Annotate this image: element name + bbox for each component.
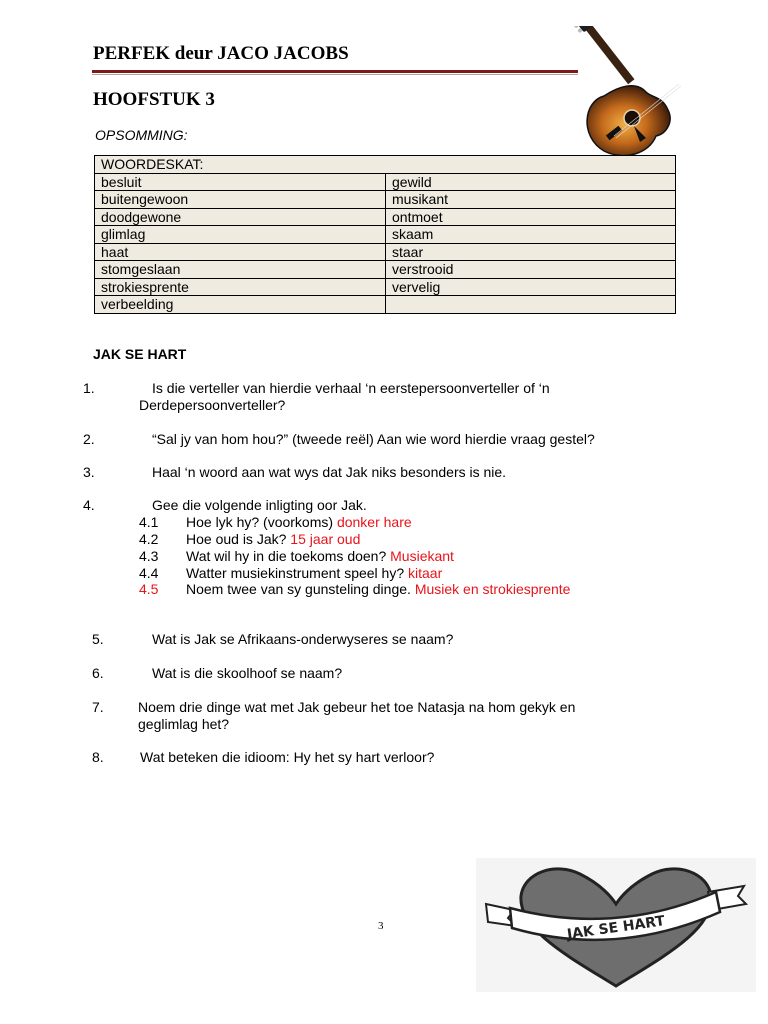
subquestion-number: 4.3 [139, 548, 159, 564]
question-text-continued: geglimlag het? [138, 716, 230, 732]
page-number: 3 [378, 920, 384, 932]
vocabulary-table [94, 155, 676, 314]
table-row [95, 173, 676, 191]
table-cell: besluit [95, 173, 386, 191]
title-rule [92, 70, 578, 73]
table-cell: strokiesprente [95, 278, 386, 296]
subquestion-number: 4.1 [139, 514, 159, 530]
question-number: 3. [83, 464, 95, 480]
answer-text: 15 jaar oud [290, 531, 361, 547]
question-text: Wat is Jak se Afrikaans-onderwyseres se naam? [152, 631, 454, 647]
question-4 [83, 497, 703, 514]
table-row [95, 156, 676, 174]
subquestion-text: Hoe lyk hy? (voorkoms) [186, 514, 334, 530]
question-text-continued: Derdepersoonverteller? [139, 397, 286, 413]
question-text: Wat is die skoolhoof se naam? [152, 665, 343, 681]
guitar-illustration [574, 26, 724, 161]
table-cell: glimlag [95, 226, 386, 244]
table-cell: haat [95, 243, 386, 261]
heart-banner-text: JAK SE HART [566, 913, 666, 943]
question-number: 7. [92, 699, 104, 715]
question-5 [92, 631, 692, 648]
table-cell: ontmoet [386, 208, 676, 226]
heart-banner-illustration [476, 858, 756, 992]
question-number: 4. [83, 497, 95, 513]
table-cell: buitengewoon [95, 191, 386, 209]
subquestion-text: Wat wil hy in die toekoms doen? [186, 548, 387, 564]
table-cell: stomgeslaan [95, 261, 386, 279]
answer-text: Musiekant [390, 548, 454, 564]
table-row [95, 208, 676, 226]
question-number: 8. [92, 749, 104, 765]
subquestion-text: Noem twee van sy gunsteling dinge. [186, 581, 411, 597]
chapter-heading: HOOFSTUK 3 [93, 89, 215, 110]
table-row [95, 296, 676, 314]
table-row [95, 191, 676, 209]
vocabulary-heading: WOORDESKAT: [95, 156, 676, 174]
subquestion-number: 4.2 [139, 531, 159, 547]
table-cell: musikant [386, 191, 676, 209]
subquestion-number: 4.4 [139, 565, 159, 581]
question-number: 5. [92, 631, 104, 647]
answer-text: Musiek en strokiesprente [414, 581, 571, 597]
question-text: Wat beteken die idioom: Hy het sy hart verloor? [140, 749, 435, 765]
question-text: Is die verteller van hierdie verhaal ‘n eerstepersoonverteller of ‘n [152, 380, 550, 396]
subquestion-text: Watter musiekinstrument speel hy? [186, 565, 405, 581]
table-cell: doodgewone [95, 208, 386, 226]
answer-text: kitaar [408, 565, 443, 581]
question-text: Haal ‘n woord aan wat wys dat Jak niks besonders is nie. [152, 464, 507, 480]
section-title: JAK SE HART [93, 346, 187, 362]
question-number: 6. [92, 665, 104, 681]
question-text: Gee die volgende inligting oor Jak. [152, 497, 367, 513]
question-number: 2. [83, 431, 95, 447]
table-cell: gewild [386, 173, 676, 191]
question-7 [92, 699, 692, 733]
question-1 [83, 380, 683, 414]
question-3 [83, 464, 703, 481]
question-text: Noem drie dinge wat met Jak gebeur het toe Natasja na hom gekyk en [138, 699, 576, 715]
question-number: 1. [83, 380, 95, 396]
table-cell: verbeelding [95, 296, 386, 314]
table-row [95, 278, 676, 296]
table-cell: vervelig [386, 278, 676, 296]
table-cell: verstrooid [386, 261, 676, 279]
document-title: PERFEK deur JACO JACOBS [93, 43, 349, 64]
question-8 [92, 749, 692, 766]
question-text: “Sal jy van hom hou?” (tweede reël) Aan wie word hierdie vraag gestel? [152, 431, 595, 447]
table-row [95, 226, 676, 244]
answer-text: donker hare [336, 514, 412, 530]
question-2 [83, 431, 703, 448]
table-row [95, 261, 676, 279]
table-row [95, 243, 676, 261]
table-cell: skaam [386, 226, 676, 244]
table-cell [386, 296, 676, 314]
subquestion-number: 4.5 [139, 581, 159, 597]
question-6 [92, 665, 692, 682]
table-cell: staar [386, 243, 676, 261]
subquestion-text: Hoe oud is Jak? [186, 531, 287, 547]
summary-label: OPSOMMING: [95, 127, 188, 143]
title-rule-shadow [92, 74, 578, 75]
